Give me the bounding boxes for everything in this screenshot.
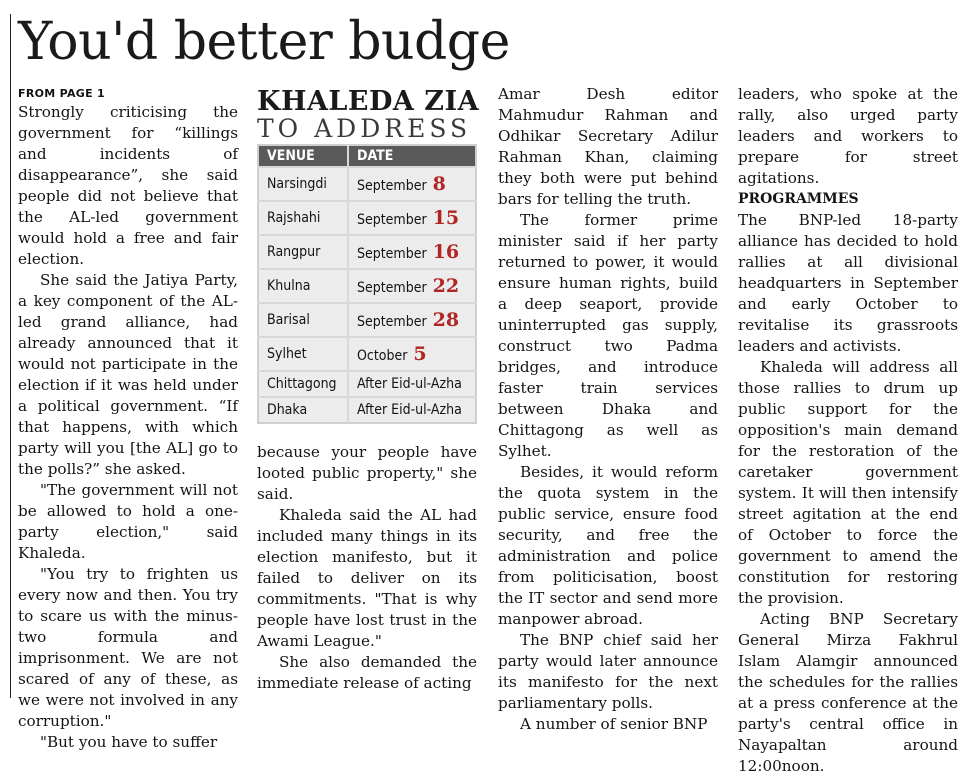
date-month: September [357, 314, 427, 330]
paragraph: Besides, it would reform the quota system in the public service, ensure food security, and free the administration and police from politicisation, boost the IT sector and send more manpower abroad. [498, 463, 718, 628]
article-column-1 [18, 84, 238, 753]
box-title: KHALEDA ZIA [257, 86, 480, 117]
paragraph: The BNP chief said her party would later announce its manifesto for the next parliamentary polls. [498, 631, 718, 712]
schedule-row [258, 269, 476, 303]
date-month: After Eid-ul-Azha [357, 376, 462, 392]
schedule-row [258, 201, 476, 235]
date-cell [348, 201, 476, 235]
date-day: 15 [432, 207, 460, 229]
date-month: October [357, 348, 408, 364]
schedule-row [258, 167, 476, 201]
article-column-2 [257, 442, 477, 694]
date-day: 28 [432, 309, 460, 331]
paragraph: because your people have looted public property," she said. [257, 443, 477, 503]
headline: You'd better budge [18, 12, 510, 72]
date-cell [348, 235, 476, 269]
venue-cell: Barisal [258, 303, 348, 337]
date-cell [348, 337, 476, 371]
date-cell [348, 167, 476, 201]
venue-cell: Rangpur [258, 235, 348, 269]
schedule-row [258, 397, 476, 423]
date-cell [348, 303, 476, 337]
date-month: After Eid-ul-Azha [357, 402, 462, 418]
page-left-rule [10, 14, 11, 698]
venue-cell: Sylhet [258, 337, 348, 371]
paragraph: Acting BNP Secretary General Mirza Fakhrul Islam Alamgir announced the schedules for the rallies at a press conference at the party's central office in Nayapaltan around 12:00noon. [738, 610, 958, 775]
date-cell [348, 371, 476, 397]
date-month: September [357, 178, 427, 194]
section-subhead: PROGRAMMES [738, 191, 859, 207]
article-column-3 [498, 84, 718, 735]
date-day: 5 [413, 343, 427, 365]
venue-header: VENUE [258, 145, 348, 167]
paragraph: A number of senior BNP [520, 715, 708, 733]
paragraph: She also demanded the immediate release of acting [257, 653, 477, 692]
date-day: 22 [432, 275, 460, 297]
schedule-table [257, 144, 477, 424]
box-subtitle: TO ADDRESS [257, 114, 472, 143]
schedule-row [258, 371, 476, 397]
paragraph: The former prime minister said if her party returned to power, it would ensure human rights, build a deep seaport, provide uninterrupted gas supply, construct two Padma bridges, and introduce faster train services between Dhaka and Chittagong as well as Sylhet. [498, 211, 718, 460]
venue-cell: Chittagong [258, 371, 348, 397]
venue-cell: Khulna [258, 269, 348, 303]
date-month: September [357, 212, 427, 228]
paragraph: "But you have to suffer [40, 733, 218, 751]
rally-schedule-box [257, 88, 479, 424]
date-header: DATE [348, 145, 476, 167]
paragraph: "You try to frighten us every now and then. You try to scare us with the minus-two formula and imprisonment. We are not scared of any of these, as we were not involved in any corruption." [18, 565, 238, 730]
paragraph: Amar Desh editor Mahmudur Rahman and Odhikar Secretary Adilur Rahman Khan, claiming they both were put behind bars for telling the truth. [498, 85, 718, 208]
paragraph: Khaleda said the AL had included many things in its election manifesto, but it failed to deliver on its commitments. "That is why people have lost trust in the Awami League." [257, 506, 477, 650]
venue-cell: Narsingdi [258, 167, 348, 201]
date-day: 16 [432, 241, 460, 263]
paragraph: She said the Jatiya Party, a key component of the AL-led grand alliance, had already announced that it would not participate in the election if it was held under a political government. “If that happens, with which party will you [the AL] go to the polls?” she asked. [18, 271, 238, 478]
venue-cell: Rajshahi [258, 201, 348, 235]
date-month: September [357, 246, 427, 262]
paragraph: Strongly criticising the government for “killings and incidents of disappearance”, she said people did not believe that the AL-led government would hold a free and fair election. [18, 103, 238, 268]
paragraph: The BNP-led 18-party alliance has decided to hold rallies at all divisional headquarters in September and early October to revitalise its grassroots leaders and activists. [738, 211, 958, 355]
paragraph: "The government will not be allowed to hold a one-party election," said Khaleda. [18, 481, 238, 562]
paragraph: Khaleda will address all those rallies to drum up public support for the opposition's main demand for the restoration of the caretaker government system. It will then intensify street agitation at the end of October to force the government to amend the constitution for restoring the provision. [738, 358, 958, 607]
date-day: 8 [432, 173, 446, 195]
date-month: September [357, 280, 427, 296]
date-cell [348, 269, 476, 303]
schedule-row [258, 337, 476, 371]
venue-cell: Dhaka [258, 397, 348, 423]
schedule-header-row [258, 145, 476, 167]
schedule-row [258, 235, 476, 269]
article-column-4 [738, 84, 958, 777]
schedule-row [258, 303, 476, 337]
date-cell [348, 397, 476, 423]
paragraph: leaders, who spoke at the rally, also urged party leaders and workers to prepare for street agitations. [738, 85, 958, 187]
jump-kicker: FROM PAGE 1 [18, 87, 106, 100]
